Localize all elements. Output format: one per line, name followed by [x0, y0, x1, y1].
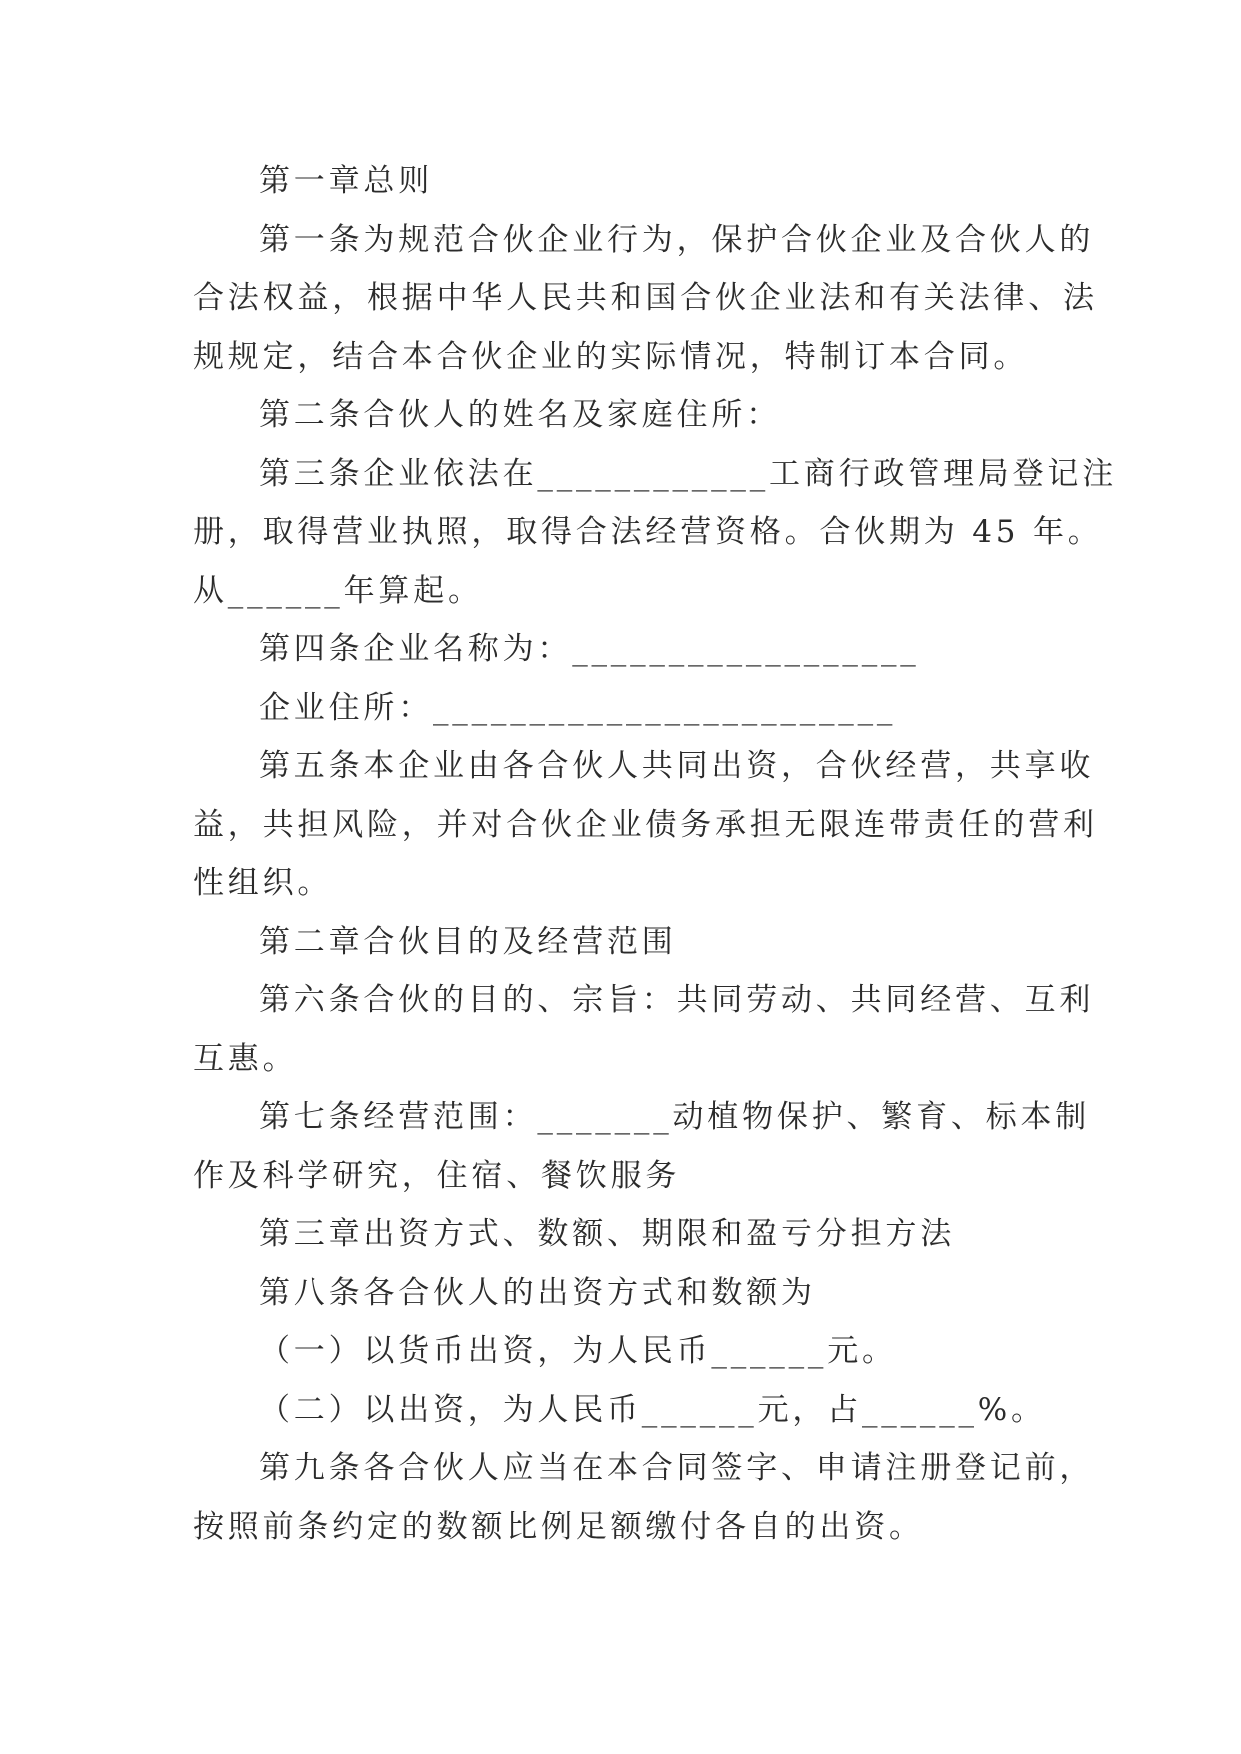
article-3-line-3: 从______年算起。	[193, 572, 483, 609]
article-1-line-2: 合法权益，根据中华人民共和国合伙企业法和有关法律、法	[193, 280, 1098, 316]
article-6-line-1: 第六条合伙的目的、宗旨：共同劳动、共同经营、互利	[259, 982, 1095, 1018]
article-7-line-2: 作及科学研究，住宿、餐饮服务	[193, 1157, 681, 1194]
chapter-1-heading: 第一章总则	[259, 163, 433, 199]
article-4-line-1: 第四条企业名称为：__________________	[259, 631, 920, 667]
article-8-line-1: 第八条各合伙人的出资方式和数额为	[259, 1274, 816, 1311]
article-3-line-1: 第三条企业依法在____________工商行政管理局登记注	[259, 455, 1117, 492]
article-5-line-2: 益，共担风险，并对合伙企业债务承担无限连带责任的营利	[193, 806, 1098, 843]
document-body	[193, 152, 1117, 1556]
chapter-3-heading: 第三章出资方式、数额、期限和盈亏分担方法	[259, 1216, 955, 1252]
article-3-line-2: 册，取得营业执照，取得合法经营资格。合伙期为 45 年。	[193, 514, 1103, 550]
article-8-item-2: （二）以出资，为人民币______元，占______%。	[259, 1391, 1046, 1428]
chapter-2-heading: 第二章合伙目的及经营范围	[259, 923, 677, 960]
article-1-line-1: 第一条为规范合伙企业行为，保护合伙企业及合伙人的	[259, 221, 1095, 258]
article-9-line-1: 第九条各合伙人应当在本合同签字、申请注册登记前，	[259, 1450, 1095, 1486]
article-7-line-1: 第七条经营范围：_______动植物保护、繁育、标本制	[259, 1099, 1091, 1135]
article-1-line-3: 规规定，结合本合伙企业的实际情况，特制订本合同。	[193, 338, 1029, 375]
article-8-item-1: （一）以货币出资，为人民币______元。	[259, 1333, 897, 1369]
article-5-line-1: 第五条本企业由各合伙人共同出资，合伙经营，共享收	[259, 748, 1095, 784]
article-2-line-1: 第二条合伙人的姓名及家庭住所：	[259, 397, 781, 433]
article-6-line-2: 互惠。	[193, 1040, 298, 1077]
article-4-address-line: 企业住所：________________________	[259, 689, 897, 726]
article-9-line-2: 按照前条约定的数额比例足额缴付各自的出资。	[193, 1508, 924, 1545]
article-5-line-3: 性组织。	[193, 865, 333, 901]
